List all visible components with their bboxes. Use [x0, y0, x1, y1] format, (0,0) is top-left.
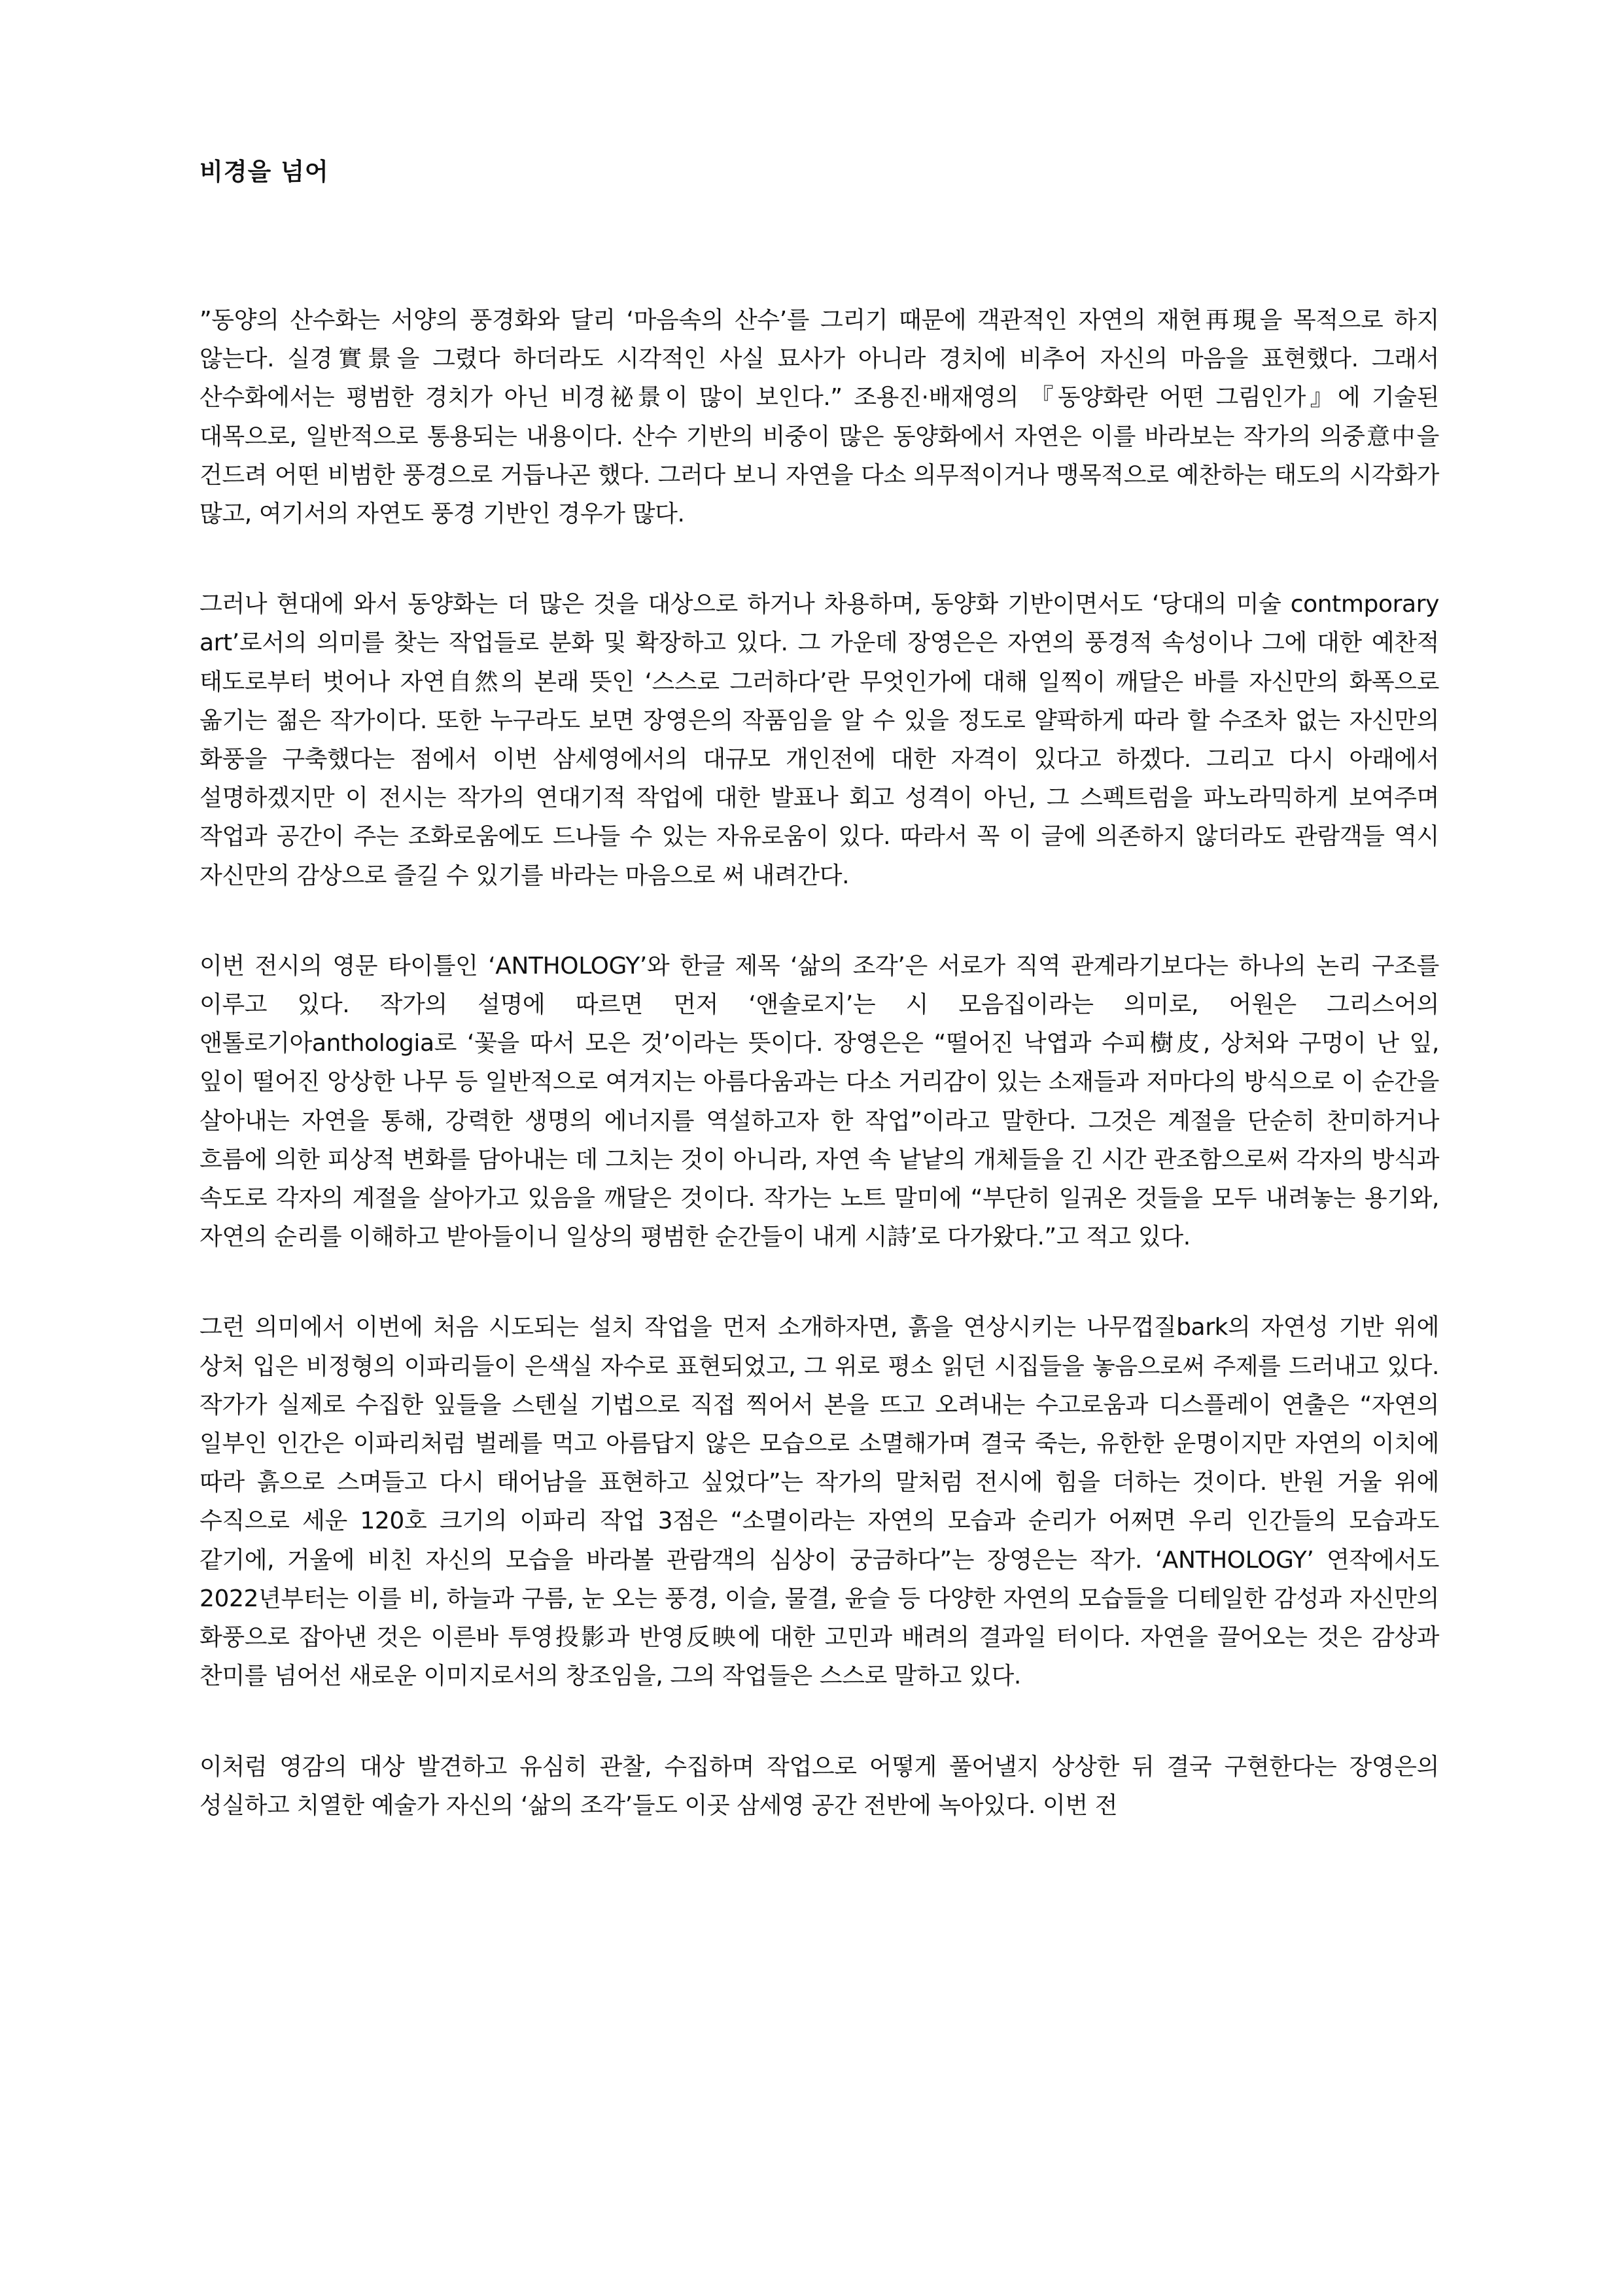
paragraph-2: 그러나 현대에 와서 동양화는 더 많은 것을 대상으로 하거나 차용하며, 동양화 기반이면서도 ‘당대의 미술 contmporary art’로서의 의미를 찾는 작업들로 분화 및 확장하고 있다. 그 가운데 장영은은 자연의 풍경적 속성이나 그에 대한 예찬적 태도로부터 벗어나 자연自然의 본래 뜻인 ‘스스로 그러하다’란 무엇인가에 대해 일찍이 깨달은 바를 자신만의 화폭으로 옮기는 젊은 작가이다. 또한 누구라도 보면 장영은의 작품임을 알 수 있을 정도로 얄팍하게 따라 할 수조차 없는 자신만의 화풍을 구축했다는 점에서 이번 삼세영에서의 대규모 개인전에 대한 자격이 있다고 하겠다. 그리고 다시 아래에서 설명하겠지만 이 전시는 작가의 연대기적 작업에 대한 발표나 회고 성격이 아닌, 그 스펙트럼을 파노라믹하게 보여주며 작업과 공간이 주는 조화로움에도 드나들 수 있는 자유로움이 있다. 따라서 꼭 이 글에 의존하지 않더라도 관람객들 역시 자신만의 감상으로 즐길 수 있기를 바라는 마음으로 써 내려간다. [200, 591, 1439, 889]
paragraph-3: 이번 전시의 영문 타이틀인 ‘ANTHOLOGY’와 한글 제목 ‘삶의 조각’은 서로가 직역 관계라기보다는 하나의 논리 구조를 이루고 있다. 작가의 설명에 따르면 먼저 ‘앤솔로지’는 시 모음집이라는 의미로, 어원은 그리스어의 앤톨로기아anthologia로 ‘꽃을 따서 모은 것’이라는 뜻이다. 장영은은 “떨어진 낙엽과 수피樹皮, 상처와 구멍이 난 잎, 잎이 떨어진 앙상한 나무 등 일반적으로 여겨지는 아름다움과는 다소 거리감이 있는 소재들과 저마다의 방식으로 이 순간을 살아내는 자연을 통해, 강력한 생명의 에너지를 역설하고자 한 작업”이라고 말한다. 그것은 계절을 단순히 찬미하거나 흐름에 의한 피상적 변화를 담아내는 데 그치는 것이 아니라, 자연 속 낱낱의 개체들을 긴 시간 관조함으로써 각자의 방식과 속도로 각자의 계절을 살아가고 있음을 깨달은 것이다. 작가는 노트 말미에 “부단히 일궈온 것들을 모두 내려놓는 용기와, 자연의 순리를 이해하고 받아들이니 일상의 평범한 순간들이 내게 시詩’로 다가왔다.”고 적고 있다. [200, 952, 1439, 1251]
document-title: 비경을 넘어 [200, 158, 329, 186]
paragraph-1: ”동양의 산수화는 서양의 풍경화와 달리 ‘마음속의 산수’를 그리기 때문에 객관적인 자연의 재현再現을 목적으로 하지 않는다. 실경實景을 그렸다 하더라도 시각적인 사실 묘사가 아니라 경치에 비추어 자신의 마음을 표현했다. 그래서 산수화에서는 평범한 경치가 아닌 비경祕景이 많이 보인다.” 조용진·배재영의 『동양화란 어떤 그림인가』에 기술된 대목으로, 일반적으로 통용되는 내용이다. 산수 기반의 비중이 많은 동양화에서 자연은 이를 바라보는 작가의 의중意中을 건드려 어떤 비범한 풍경으로 거듭나곤 했다. 그러다 보니 자연을 다소 의무적이거나 맹목적으로 예찬하는 태도의 시각화가 많고, 여기서의 자연도 풍경 기반인 경우가 많다. [200, 307, 1439, 528]
document-body [200, 301, 1439, 1877]
paragraph-5: 이처럼 영감의 대상 발견하고 유심히 관찰, 수집하며 작업으로 어떻게 풀어낼지 상상한 뒤 결국 구현한다는 장영은의 성실하고 치열한 예술가 자신의 ‘삶의 조각’들도 이곳 삼세영 공간 전반에 녹아있다. 이번 전 [200, 1753, 1439, 1819]
document-page [200, 0, 1439, 2296]
paragraph-4: 그런 의미에서 이번에 처음 시도되는 설치 작업을 먼저 소개하자면, 흙을 연상시키는 나무껍질bark의 자연성 기반 위에 상처 입은 비정형의 이파리들이 은색실 자수로 표현되었고, 그 위로 평소 읽던 시집들을 놓음으로써 주제를 드러내고 있다. 작가가 실제로 수집한 잎들을 스텐실 기법으로 직접 찍어서 본을 뜨고 오려내는 수고로움과 디스플레이 연출은 “자연의 일부인 인간은 이파리처럼 벌레를 먹고 아름답지 않은 모습으로 소멸해가며 결국 죽는, 유한한 운명이지만 자연의 이치에 따라 흙으로 스며들고 다시 태어남을 표현하고 싶었다”는 작가의 말처럼 전시에 힘을 더하는 것이다. 반원 거울 위에 수직으로 세운 120호 크기의 이파리 작업 3점은 “소멸이라는 자연의 모습과 순리가 어쩌면 우리 인간들의 모습과도 같기에, 거울에 비친 자신의 모습을 바라볼 관람객의 심상이 궁금하다”는 장영은는 작가. ‘ANTHOLOGY’ 연작에서도 2022년부터는 이를 비, 하늘과 구름, 눈 오는 풍경, 이슬, 물결, 윤슬 등 다양한 자연의 모습들을 디테일한 감성과 자신만의 화풍으로 잡아낸 것은 이른바 투영投影과 반영反映에 대한 고민과 배려의 결과일 터이다. 자연을 끌어오는 것은 감상과 찬미를 넘어선 새로운 이미지로서의 창조임을, 그의 작업들은 스스로 말하고 있다. [200, 1314, 1439, 1690]
